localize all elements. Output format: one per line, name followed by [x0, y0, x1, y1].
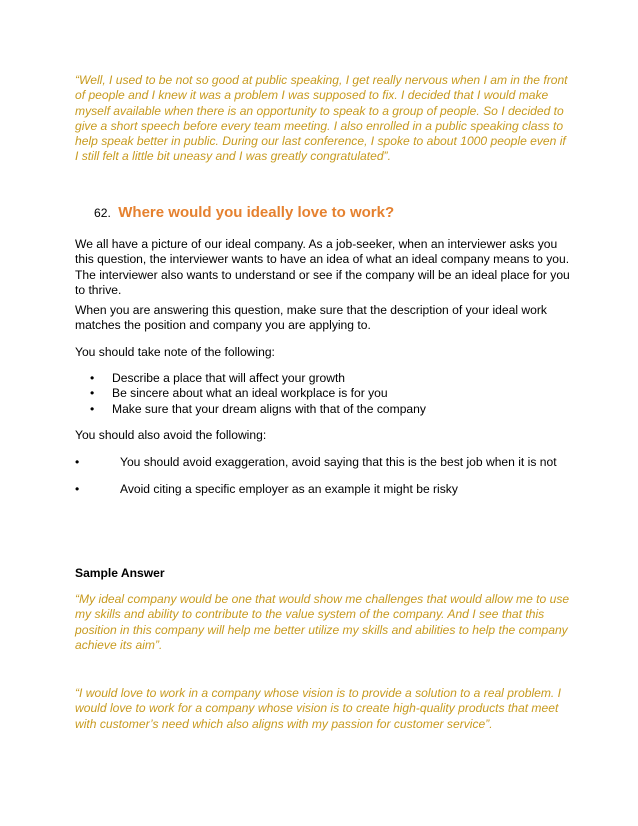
list-item: • Make sure that your dream aligns with that of the company — [90, 401, 426, 416]
question-number: 62. — [94, 206, 111, 220]
bullet-icon: • — [90, 371, 95, 385]
sample-answer-2: “I would love to work in a company whose vision is to provide a solution to a real problem. I would love to work for a company whose vision is to create high-quality products that meet with customer’s need which also aligns with my passion for customer service”. — [75, 686, 562, 731]
question-heading — [94, 204, 394, 222]
quote-top: “Well, I used to be not so good at public speaking, I get really nervous when I am in the front of people and I knew it was a problem I was supposed to fix. I decided that I would make myself available when there is an opportunity to speak to a group of people. So I decided to give a short speech before every team meeting. I also enrolled in a public speaking class to help speak better in public. During our last conference, I spoke to about 1000 people even if I still felt a little bit uneasy and I was greatly congratulated”. — [75, 73, 568, 164]
paragraph-intro: We all have a picture of our ideal company. As a job-seeker, when an interviewer asks you this question, the interviewer wants to have an idea of what an ideal company means to you. The interviewer also wants to understand or see if the company will be an ideal place for you to thrive. — [75, 237, 570, 297]
take-note-intro: You should take note of the following: — [75, 345, 275, 359]
list-item: • Be sincere about what an ideal workplace is for you — [90, 386, 388, 401]
take-note-list — [75, 371, 570, 417]
avoid-intro: You should also avoid the following: — [75, 428, 267, 442]
paragraph-matching: When you are answering this question, make sure that the description of your ideal work matches the position and company you are applying to. — [75, 303, 547, 333]
sample-answer-1: “My ideal company would be one that would show me challenges that would allow me to use my skills and ability to contribute to the value system of the company. And I see that this position in this company will help me better utilize my skills and abilities to help the company achieve its aim”. — [75, 592, 570, 652]
list-item: • Describe a place that will affect your growth — [90, 371, 346, 385]
bullet-icon: • — [75, 455, 80, 469]
bullet-icon: • — [90, 401, 95, 416]
question-title: Where would you ideally love to work? — [118, 204, 395, 221]
sample-answer-heading: Sample Answer — [75, 566, 165, 580]
bullet-icon: • — [75, 482, 80, 496]
bullet-icon: • — [90, 386, 95, 401]
